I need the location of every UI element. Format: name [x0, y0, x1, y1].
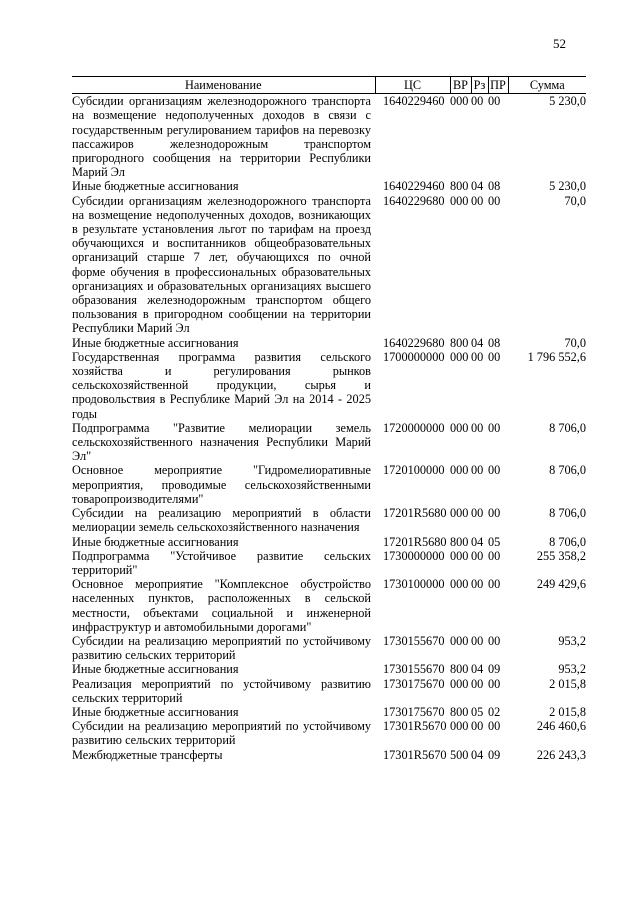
cell-cs: 1730175670: [383, 704, 445, 719]
table-row: [72, 506, 586, 534]
cell-rz: 00: [471, 676, 484, 691]
cell-pr: 09: [488, 747, 501, 762]
cell-vr: 000: [450, 676, 469, 691]
cell-pr: 08: [488, 335, 501, 350]
cell-sum: 953,2: [558, 662, 586, 677]
cell-vr: 800: [450, 534, 469, 549]
cell-rz: 00: [471, 463, 484, 478]
cell-sum: 226 243,3: [536, 747, 586, 762]
header-cs: ЦС: [375, 77, 450, 94]
cell-sum: 5 230,0: [549, 179, 586, 194]
cell-rz: 05: [471, 704, 484, 719]
cell-pr: 00: [488, 506, 501, 521]
cell-vr: 000: [450, 548, 469, 563]
cell-name: Основное мероприятие "Комплексное обустройство населенных пунктов, расположенных в сельской местности, объектами социальной и инженерной инфраструктур и автомобильными дорогами": [72, 577, 371, 634]
cell-sum: 2 015,8: [549, 704, 586, 719]
cell-cs: 1640229460: [383, 179, 445, 194]
header-pr: ПР: [488, 77, 508, 94]
cell-pr: 02: [488, 704, 501, 719]
cell-vr: 000: [450, 577, 469, 592]
cell-cs: 1730000000: [383, 548, 445, 563]
cell-name: Субсидии организациям железнодорожного транспорта на возмещение недополученных доходов в связи с государственным регулированием тарифов на перевозку пассажиров железнодорожным транспортом пригородного сообщения на территории Республики Марий Эл: [72, 94, 371, 180]
cell-sum: 70,0: [564, 335, 586, 350]
cell-cs: 17301R5670: [383, 719, 447, 734]
cell-pr: 00: [488, 548, 501, 563]
table-row: [72, 705, 586, 719]
cell-pr: 00: [488, 349, 501, 364]
table-row: [72, 463, 586, 506]
cell-rz: 00: [471, 506, 484, 521]
cell-name: Иные бюджетные ассигнования: [72, 179, 239, 194]
cell-pr: 00: [488, 193, 501, 208]
cell-sum: 70,0: [564, 193, 586, 208]
cell-rz: 00: [471, 420, 484, 435]
cell-rz: 00: [471, 94, 484, 109]
cell-pr: 00: [488, 463, 501, 478]
cell-vr: 000: [450, 420, 469, 435]
cell-cs: 1640229680: [383, 335, 445, 350]
table-header: [72, 77, 586, 94]
cell-vr: 800: [450, 179, 469, 194]
cell-pr: 00: [488, 420, 501, 435]
budget-table: [72, 76, 586, 762]
header-name: Наименование: [72, 77, 375, 94]
cell-pr: 05: [488, 534, 501, 549]
cell-name: Основное мероприятие "Гидромелиоративные мероприятия, проводимые сельскохозяйственными товаропроизводителями": [72, 463, 371, 506]
cell-vr: 000: [450, 349, 469, 364]
table-row: [72, 748, 586, 762]
cell-rz: 00: [471, 719, 484, 734]
table-row: [72, 634, 586, 662]
cell-rz: 04: [471, 747, 484, 762]
cell-pr: 00: [488, 719, 501, 734]
cell-rz: 04: [471, 335, 484, 350]
cell-name: Межбюджетные трансферты: [72, 747, 223, 762]
cell-name: Подпрограмма "Устойчивое развитие сельских территорий": [72, 548, 371, 577]
header-sum: Сумма: [508, 77, 586, 94]
cell-cs: 1730155670: [383, 633, 445, 648]
cell-name: Субсидии на реализацию мероприятий в области мелиорации земель сельскохозяйственного назначения: [72, 506, 371, 535]
cell-vr: 000: [450, 463, 469, 478]
table-row: [72, 350, 586, 421]
cell-sum: 1 796 552,6: [527, 349, 586, 364]
cell-pr: 00: [488, 94, 501, 109]
cell-vr: 800: [450, 335, 469, 350]
cell-sum: 8 706,0: [549, 463, 586, 478]
table-row: [72, 179, 586, 193]
cell-sum: 8 706,0: [549, 506, 586, 521]
table-row: [72, 549, 586, 577]
cell-pr: 00: [488, 633, 501, 648]
cell-name: Подпрограмма "Развитие мелиорации земель сельскохозяйственного назначения Республики Марий Эл": [72, 420, 371, 464]
cell-cs: 1730175670: [383, 676, 445, 691]
table-row: [72, 336, 586, 350]
cell-vr: 800: [450, 704, 469, 719]
table-body: [72, 94, 586, 762]
table-row: [72, 662, 586, 676]
table-row: [72, 577, 586, 634]
table-row: [72, 535, 586, 549]
table-row: [72, 677, 586, 705]
cell-vr: 000: [450, 719, 469, 734]
cell-vr: 000: [450, 633, 469, 648]
cell-vr: 500: [450, 747, 469, 762]
cell-cs: 17201R5680: [383, 506, 447, 521]
cell-cs: 1720100000: [383, 463, 445, 478]
cell-rz: 00: [471, 349, 484, 364]
cell-name: Государственная программа развития сельского хозяйства и регулирования рынков сельскохозяйственной продукции, сырья и продовольствия в Республике Марий Эл на 2014 - 2025 годы: [72, 349, 371, 421]
table-row: [72, 194, 586, 336]
cell-rz: 04: [471, 179, 484, 194]
table-row: [72, 719, 586, 747]
cell-sum: 8 706,0: [549, 534, 586, 549]
cell-name: Реализация мероприятий по устойчивому развитию сельских территорий: [72, 676, 371, 705]
cell-cs: 1730100000: [383, 577, 445, 592]
cell-pr: 09: [488, 662, 501, 677]
cell-name: Иные бюджетные ассигнования: [72, 534, 239, 549]
table-row: [72, 94, 586, 180]
cell-rz: 00: [471, 548, 484, 563]
cell-sum: 246 460,6: [536, 719, 586, 734]
cell-name: Субсидии организациям железнодорожного транспорта на возмещение недополученных доходов, возникающих в результате установления льгот по тарифам на проезд обучающихся и воспитанников общеобразовательных организаций старше 7 лет, обучающихся по очной форме обучения в профессиональных образовательных организациях и образовательных организациях высшего образования железнодорожным транспортом общего пользования в пригородном сообщении на территории Республики Марий Эл: [72, 193, 371, 336]
cell-name: Иные бюджетные ассигнования: [72, 662, 239, 677]
cell-rz: 04: [471, 534, 484, 549]
cell-cs: 17301R5670: [383, 747, 447, 762]
cell-sum: 953,2: [558, 633, 586, 648]
cell-cs: 1700000000: [383, 349, 445, 364]
cell-name: Иные бюджетные ассигнования: [72, 704, 239, 719]
cell-sum: 8 706,0: [549, 420, 586, 435]
table-row: [72, 421, 586, 464]
cell-name: Иные бюджетные ассигнования: [72, 335, 239, 350]
cell-sum: 2 015,8: [549, 676, 586, 691]
cell-cs: 17201R5680: [383, 534, 447, 549]
header-vr: ВР: [450, 77, 471, 94]
cell-pr: 00: [488, 577, 501, 592]
cell-cs: 1730155670: [383, 662, 445, 677]
cell-sum: 255 358,2: [536, 548, 586, 563]
cell-sum: 249 429,6: [536, 577, 586, 592]
cell-name: Субсидии на реализацию мероприятий по устойчивому развитию сельских территорий: [72, 633, 371, 663]
cell-rz: 04: [471, 662, 484, 677]
cell-pr: 08: [488, 179, 501, 194]
cell-sum: 5 230,0: [549, 94, 586, 109]
cell-cs: 1640229460: [383, 94, 445, 109]
cell-rz: 00: [471, 633, 484, 648]
cell-pr: 00: [488, 676, 501, 691]
cell-name: Субсидии на реализацию мероприятий по устойчивому развитию сельских территорий: [72, 719, 371, 748]
cell-cs: 1640229680: [383, 193, 445, 208]
cell-vr: 000: [450, 193, 469, 208]
cell-rz: 00: [471, 193, 484, 208]
cell-vr: 800: [450, 662, 469, 677]
cell-cs: 1720000000: [383, 420, 445, 435]
cell-rz: 00: [471, 577, 484, 592]
header-rz: Рз: [471, 77, 488, 94]
cell-vr: 000: [450, 506, 469, 521]
cell-vr: 000: [450, 94, 469, 109]
page-number: 52: [553, 36, 566, 51]
